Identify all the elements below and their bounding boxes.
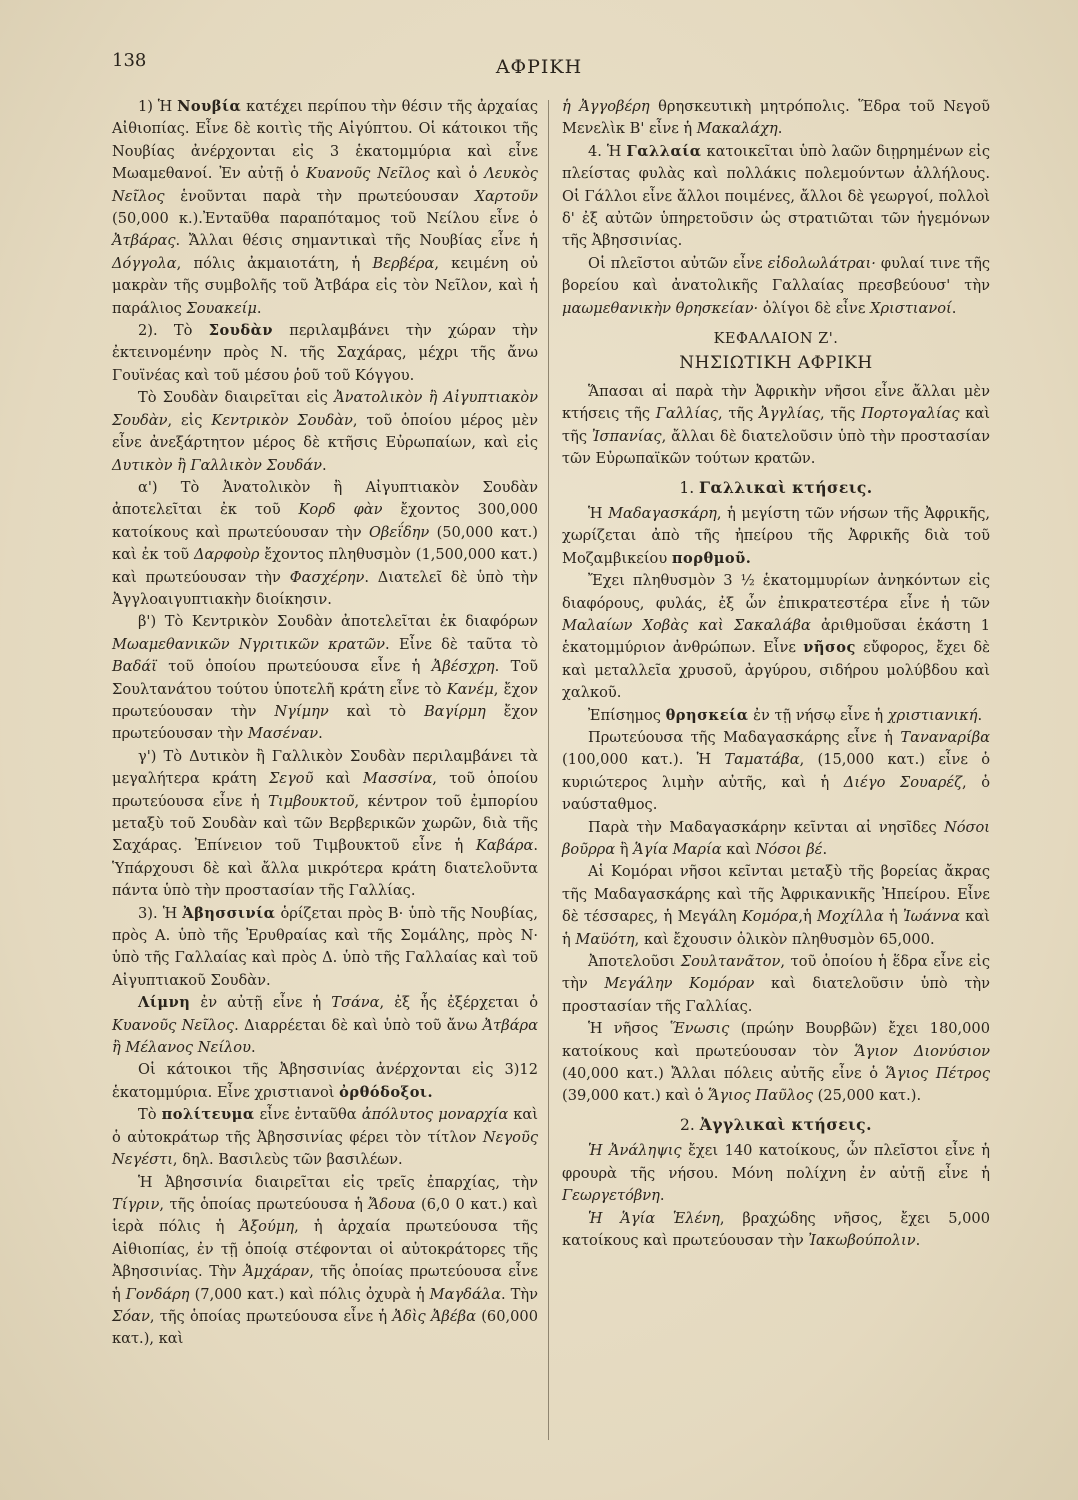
italic-term: Νόσοι βοῦρρα (562, 818, 990, 858)
paragraph-madagascar (562, 503, 990, 570)
paragraph-ascension (562, 1140, 990, 1207)
bold-term: θρησκεία (665, 706, 749, 724)
text-run: . (318, 725, 323, 743)
text-run: . (822, 841, 828, 858)
italic-term: Ἅγιος Παῦλος (708, 1087, 814, 1105)
paragraph-reunion (562, 1018, 990, 1108)
paragraph-sudan-west (112, 746, 538, 903)
italic-term: Ταματάβα (724, 751, 800, 769)
text-run: , ἔχον πρωτεύουσαν τὴν (112, 680, 538, 720)
italic-term: Ἄδουα (368, 1195, 416, 1213)
italic-term: Καβάρα (475, 837, 534, 855)
text-run: , τοῦ ὁποίου μέρος μὲν εἶνε ἀνεξάρτητον μέρος δὲ κτῆσις Εὐρωπαίων, καὶ εἰς (112, 411, 538, 452)
text-run: ΚΕΦΑΛΑΙΟΝ Ζ'. (713, 331, 839, 348)
text-run: . (915, 1231, 921, 1249)
italic-term: Σουλτανᾶτον (680, 953, 781, 971)
italic-term: Νγίμην (274, 702, 329, 720)
italic-term: ἡ Ἀγγοβέρη (562, 98, 650, 115)
paragraph-comoros (562, 861, 990, 951)
text-run: κατέχει περίπου τὴν θέσιν τῆς ἀρχαίας Αἰθιοπίας. Εἶνε δὲ κοιτὶς τῆς Αἰγύπτου. Οἱ κάτοικοι τῆς Νουβίας ἀνέρχονται εἰς 3 ἑκατομμύρια καὶ εἶνε Μωαμεθανοί. Ἐν αὐτῇ ὁ (112, 98, 538, 183)
italic-term: Τίγριν (112, 1195, 160, 1213)
italic-term: Πορτογαλίας (861, 405, 960, 423)
page-number: 138 (112, 50, 147, 71)
italic-term: Μασέναν (247, 725, 319, 743)
paragraph-abyssinia-cont (562, 96, 990, 141)
bold-term: Νουβία (177, 98, 242, 115)
text-run: 4. Ἡ (588, 142, 627, 160)
italic-term: Ἀτβάρα ἢ Μέλανος Νείλου (112, 1016, 538, 1057)
paragraph-madagascar-pop (562, 570, 990, 704)
italic-term: Ἀγγλίας (759, 405, 821, 423)
italic-term: Κομόρα (741, 908, 799, 926)
text-run: . (250, 1039, 256, 1057)
italic-term: Ἀξούμη (239, 1218, 295, 1236)
text-run: , ἄλλαι δὲ διατελοῦσιν ὑπὸ τὴν προστασίαν τῶν Εὐρωπαϊκῶν τούτων κρατῶν. (562, 427, 990, 468)
text-run: , τῆς ὁποίας πρωτεύουσα ἡ (159, 1195, 369, 1213)
text-run: 3). Ἡ (138, 904, 183, 922)
text-run: (πρώην Βουρβῶν) ἔχει 180,000 κατοίκους καὶ πρωτεύουσαν τὸν (562, 1020, 991, 1060)
italic-term: Ἀνατολικὸν ἢ Αἰγυπτιακὸν Σουδὰν (112, 389, 538, 429)
paragraph-abyssinia (112, 903, 538, 993)
text-run: (40,000 κατ.) Ἄλλαι πόλεις αὐτῆς εἶνε ὁ (562, 1065, 886, 1083)
text-run: εὔφορος, ἔχει δὲ καὶ μεταλλεῖα χρυσοῦ, ἀργύρου, σιδήρου μολύβδου καὶ χαλκοῦ. (562, 639, 991, 702)
text-run: , δηλ. Βασιλεὺς τῶν βασιλέων. (172, 1151, 403, 1169)
italic-term: Κορδ φὰν (298, 501, 383, 519)
paragraph-sudan-division (112, 387, 538, 477)
italic-term: Ἰωάννα (903, 908, 960, 926)
text-run: . (322, 456, 327, 474)
bold-term: Λίμνη (138, 994, 191, 1012)
text-run: κατοικεῖται ὑπὸ λαῶν διῃρημένων εἰς πλείστας φυλὰς καὶ πολλάκις πολεμούντων ἀλλήλους. Οἱ Γάλλοι εἶνε ἄλλοι ποιμένες, ἄλλοι δὲ γεωργοί, πολλοὶ δ' ἐξ αὐτῶν ὑπηρετοῦσιν ὡς στρατιῶται τῶν ἡγεμόνων τῆς Ἀβησσινίας. (562, 142, 990, 250)
italic-term: Ἰσπανίας (591, 427, 662, 445)
text-run: , ἡ μεγίστη τῶν νήσων τῆς Ἀφρικῆς, χωρίζεται ἀπὸ τῆς ἠπείρου τῆς Ἀφρικῆς διὰ τοῦ Μοζαμβικείου (562, 504, 991, 567)
text-run: Ἡ νῆσος (588, 1020, 670, 1038)
text-run: . (659, 1187, 665, 1205)
text-run: καὶ ὁ (429, 165, 485, 183)
right-column (562, 96, 990, 1252)
text-run: Τὸ (138, 1106, 162, 1124)
paragraph-abyssinia-government (112, 1104, 538, 1171)
text-run: . Διαρρέεται δὲ καὶ ὑπὸ τοῦ ἄνω (234, 1016, 483, 1034)
italic-term: Βαδάϊ (112, 658, 157, 676)
italic-term: Τιμβουκτοῦ (268, 792, 355, 810)
italic-term: Μαλαίων Χοβὰς καὶ Σακαλάβα (562, 616, 811, 634)
text-run: (39,000 κατ.) καὶ ὁ (562, 1087, 709, 1105)
italic-term: μοναρχία (438, 1106, 509, 1124)
text-run: . Ὑπάρχουσι δὲ καὶ ἄλλα μικρότερα κράτη διατελοῦντα πάντα ὑπὸ τὴν προστασίαν τῆς Γαλλίας. (112, 837, 538, 900)
text-run: α') Τὸ Ἀνατολικὸν ἢ Αἰγυπτιακὸν Σουδὰν ἀποτελεῖται ἐκ τοῦ (112, 478, 538, 519)
paragraph-madagascar-capital (562, 727, 990, 817)
text-run: Τὸ Σουδὰν διαιρεῖται εἰς (138, 389, 335, 407)
text-run: (50,000 κατ.) καὶ ἐκ τοῦ (112, 523, 538, 564)
running-title: ΑΦΡΙΚΗ (495, 56, 583, 78)
text-run: (60,000 κατ.), καὶ (112, 1307, 538, 1348)
text-run: ΝΗΣΙΩΤΙΚΗ ΑΦΡΙΚΗ (679, 353, 873, 374)
text-run: Μεγάλη (677, 908, 742, 926)
paragraph-abyssinia-lake (112, 992, 538, 1059)
text-run: , τῆς ὁποίας πρωτεύουσα εἶνε ἡ (112, 1263, 538, 1303)
text-run: , τοῦ ὁποίου ἡ ἕδρα εἶνε εἰς τὴν (562, 953, 990, 993)
italic-term: Γαλλίας (655, 405, 718, 423)
text-run: , βραχώδης νῆσος, ἔχει 5,000 κατοίκους καὶ πρωτεύουσαν τὴν (562, 1209, 990, 1249)
italic-term: Ἡ Ἀνάληψις (588, 1142, 682, 1160)
text-run: 2. (679, 1115, 700, 1134)
text-run: γ') Τὸ Δυτικὸν ἢ Γαλλικὸν Σουδὰν περιλαμβάνει τὰ μεγαλήτερα κράτη (112, 747, 538, 788)
bold-term: πολίτευμα (161, 1106, 255, 1124)
italic-term: Μασσίνα (363, 770, 433, 788)
text-run: , εἰς (167, 411, 212, 429)
italic-term: Ἁγία Μαρία (633, 841, 722, 858)
italic-term: Μακαλάχη (696, 120, 778, 138)
italic-term: Μαγδάλα (429, 1285, 501, 1303)
paragraph-st-helena (562, 1208, 990, 1253)
italic-term: Ἀμχάραν (243, 1263, 310, 1281)
bold-term: Γαλλαία (626, 142, 702, 160)
text-run: ἔχοντος 300,000 κατοίκους καὶ πρωτεύουσαν τὴν (112, 501, 539, 541)
paragraph-english-heading (562, 1114, 990, 1136)
italic-term: Δαρφοὺρ (194, 546, 260, 564)
text-run: , (15,000 κατ.) εἶνε ὁ κυριώτερος λιμὴν αὐτῆς, καὶ ἡ (562, 751, 990, 791)
text-run: (25,000 κατ.). (813, 1087, 922, 1105)
italic-term: Ἅγιον Διονύσιον (854, 1042, 991, 1060)
text-run: φυλαί τινε τῆς βορείου καὶ ἀνατολικῆς Γαλλαίας πρεσβεύουσ' τὴν (562, 254, 990, 295)
italic-term: Λευκὸς Νεῖλος (112, 165, 538, 205)
text-run: ἡ (883, 908, 904, 926)
text-run: Ἀποτελοῦσι (588, 953, 681, 971)
text-run: . Εἶνε δὲ ταῦτα τὸ (385, 635, 538, 653)
text-run: . (951, 299, 957, 317)
text-run: 1) Ἡ (138, 98, 178, 115)
bold-term: νῆσος (803, 639, 856, 657)
bold-term: Ἀβησσινία (182, 904, 276, 922)
text-run: ἔχοντος πληθυσμὸν (1,500,000 κατ.) καὶ πρωτεύουσαν τὴν (112, 546, 538, 586)
bold-term: ὀρθόδοξοι. (339, 1083, 434, 1101)
paragraph-french-heading (562, 477, 990, 499)
italic-term: Μαϋότη (575, 930, 635, 948)
text-run: Αἱ Κομόραι νῆσοι κεῖνται μεταξὺ τῆς βορείας ἄκρας τῆς Μαδαγασκάρης καὶ τῆς Ἀφρικανικῆς Ἠπείρου. Εἶνε δὲ τέσσαρες, ἡ (562, 863, 990, 926)
text-run: Ἐπίσημος (588, 706, 666, 724)
text-run: καὶ (721, 841, 756, 858)
italic-term: Ἕνωσις (669, 1020, 730, 1038)
paragraph-islands-intro (562, 381, 990, 471)
text-run: (6,0 0 κατ.) καὶ ἱερὰ πόλις ἡ (112, 1195, 538, 1236)
text-run: Ἡ (588, 504, 609, 522)
text-run: ἐν αὐτῇ εἶνε ἡ (190, 994, 332, 1012)
italic-term: ἀπόλυτος (361, 1106, 434, 1124)
bold-term: Ἀγγλικαὶ κτήσεις. (699, 1114, 873, 1134)
text-run: ἐν τῇ νήσῳ εἶνε ἡ (748, 706, 888, 724)
italic-term: Βαγίρμη (423, 702, 486, 720)
text-run: εἶνε ἐνταῦθα (254, 1106, 362, 1124)
text-run: Ἅπασαι αἱ παρὰ τὴν Ἀφρικὴν νῆσοι εἶνε ἄλλαι μὲν κτήσεις τῆς (562, 382, 990, 423)
text-run: , κέντρον τοῦ ἐμπορίου μεταξὺ τοῦ Σουδὰν καὶ τῶν Βερβερικῶν χωρῶν, διὰ τῆς Σαχάρας. Ἐπίνειον τοῦ Τιμβουκτοῦ εἶνε ἡ (112, 792, 538, 855)
italic-term: Φασχέρην (289, 568, 365, 586)
italic-term: Ἀτβάρας (112, 232, 176, 250)
text-run: ἢ (615, 841, 634, 858)
text-run: ἔχει 140 κατοίκους, ὧν πλεῖστοι εἶνε ἡ φρουρὰ τῆς νήσου. Μόνη πολίχνη ἐν αὐτῇ εἶνε ἡ (562, 1142, 990, 1182)
text-run: ἑνοῦνται παρὰ τὴν πρωτεύουσαν (164, 187, 475, 205)
italic-term: Γονδάρη (125, 1285, 190, 1303)
paragraph-gallaia (562, 141, 990, 253)
text-run: , τῆς ὁποίας πρωτεύουσα εἶνε ἡ (149, 1307, 393, 1325)
paragraph-abyssinia-people (112, 1059, 538, 1104)
text-run: . Τοῦ Σουλτανάτου τούτου ὑποτελῆ κράτη εἶνε τὸ (112, 658, 538, 698)
italic-term: Δυτικὸν ἢ Γαλλικὸν Σουδάν (112, 456, 323, 474)
italic-term: Νεγοῦς Νεγέστι (112, 1128, 538, 1169)
italic-term: Γεωργετόβνη (562, 1187, 660, 1205)
text-run: . Τὴν (500, 1285, 538, 1303)
italic-term: Κυανοῦς Νεῖλος (305, 165, 430, 183)
paragraph-madagascar-islets (562, 817, 990, 862)
text-run: Πρωτεύουσα τῆς Μαδαγασκάρης εἶνε ἡ (588, 728, 901, 746)
italic-term: μαωμεθανικὴν θρησκείαν· (562, 299, 759, 317)
text-run: ὁρίζεται πρὸς Β· ὑπὸ τῆς Νουβίας, πρὸς Α. ὑπὸ τῆς Ἐρυθραίας καὶ τῆς Σομάλης, πρὸς Ν· ὑπὸ τῆς Γαλλαίας καὶ πρὸς Δ. ὑπὸ τῆς Γαλλαίας καὶ τοῦ Αἰγυπτιακοῦ Σουδὰν. (112, 904, 538, 989)
text-run: β') Τὸ Κεντρικὸν Σουδὰν ἀποτελεῖται ἐκ διαφόρων (138, 613, 538, 631)
text-run: Ἡ Ἀβησσινία διαιρεῖται εἰς τρεῖς ἐπαρχίας, τὴν (138, 1173, 538, 1191)
italic-term: Βερβέρα (372, 254, 435, 272)
text-run: , καὶ ἔχουσιν ὁλικὸν πληθυσμὸν 65,000. (634, 930, 935, 948)
italic-term: Διέγο Σουαρέζ (843, 773, 963, 791)
text-run: , ἐξ ἧς ἐξέρχεται ὁ (379, 994, 538, 1012)
text-run: ἔχον πρωτεύουσαν τὴν (112, 702, 538, 743)
bold-term: πορθμοῦ. (671, 549, 752, 567)
paragraph-nubia (112, 96, 538, 320)
text-run: θρησκευτικὴ μητρόπολις. Ἕδρα τοῦ Νεγοῦ Μενελὶκ Β' εἶνε ἡ (562, 98, 990, 138)
text-run: καὶ τῆς (562, 405, 990, 445)
text-run: (7,000 κατ.) καὶ πόλις ὀχυρὰ ἡ (189, 1285, 430, 1303)
italic-term: Μωαμεθανικῶν Νγριτικῶν κρατῶν (112, 635, 386, 653)
italic-term: Ἰακωβούπολιν (808, 1231, 916, 1249)
paragraph-sudan-east (112, 477, 538, 611)
italic-term: Νόσοι βέ (755, 841, 823, 858)
text-run: Οἱ πλεῖστοι αὐτῶν εἶνε (588, 254, 768, 272)
italic-term: Σεγοῦ (268, 770, 314, 788)
text-run: , ὁ ναύσταθμος. (562, 773, 990, 814)
text-run: (100,000 κατ.). Ἡ (562, 751, 725, 769)
text-run: Οἱ κάτοικοι τῆς Ἀβησσινίας ἀνέρχονται εἰς 3)12 ἑκατομμύρια. Εἶνε χριστιανοὶ (112, 1061, 538, 1101)
text-run: . (777, 120, 783, 138)
italic-term: Κεντρικὸν Σουδὰν (211, 411, 353, 429)
italic-term: Μεγάλην Κομόραν (604, 975, 755, 993)
text-run: τοῦ ὁποίου πρωτεύουσα εἶνε ἡ (156, 658, 432, 676)
text-run: (50,000 κ.).Ἐνταῦθα παραπόταμος τοῦ Νείλου εἶνε ὁ (112, 210, 538, 228)
text-run: , κειμένη οὐ μακρὰν τῆς συμβολῆς τοῦ Ἀτβάρα εἰς τὸν Νεῖλον, καὶ ἡ παράλιος (112, 254, 539, 317)
italic-term: Τσάνα (331, 994, 380, 1012)
text-run: περιλαμβάνει τὴν χώραν τὴν ἐκτεινομένην πρὸς Ν. τῆς Σαχάρας, μέχρι τῆς ἄνω Γουϊνέας καὶ τοῦ μέσου ῥοῦ τοῦ Κόγγου. (112, 322, 538, 384)
italic-term: Χαρτοῦν (474, 187, 538, 205)
text-run: , τοῦ ὁποίου πρωτεύουσα εἶνε ἡ (112, 770, 538, 810)
italic-term: εἰδολωλάτραι· (767, 254, 876, 272)
bold-term: Σουδὰν (208, 322, 273, 340)
paragraph-gallaia-religion (562, 253, 990, 320)
text-run: . (256, 299, 262, 317)
italic-term: Δόγγολα (112, 254, 177, 272)
text-run: , ἡ ἀρχαία πρωτεύουσα τῆς Αἰθιοπίας, ἐν τῇ ὁποίᾳ στέφονται οἱ αὐτοκράτορες τῆς Ἀβησσινίας. Τὴν (112, 1218, 538, 1281)
text-run: ἀριθμοῦσαι ἑκάστη 1 ἑκατομμύριον ἀνθρώπων. Εἶνε (562, 616, 990, 657)
italic-term: Ἅγιος Πέτρος (885, 1065, 990, 1083)
text-run: . Ἄλλαι θέσις σημαντικαὶ τῆς Νουβίας εἶνε ἡ (175, 232, 538, 250)
text-run: καὶ ἡ (562, 908, 990, 948)
italic-term: Ταναναρίβα (900, 728, 990, 746)
text-run: 1. (679, 478, 700, 497)
italic-term: Κυανοῦς Νεῖλος (112, 1016, 235, 1034)
italic-term: Ἀδὶς Ἀβέβα (392, 1307, 476, 1325)
text-run: . (977, 706, 983, 724)
text-run: καὶ (313, 770, 364, 788)
paragraph-chapter-label (562, 328, 990, 350)
paragraph-abyssinia-provinces (112, 1172, 538, 1351)
italic-term: Μαδαγασκάρη (608, 504, 717, 522)
text-run: . Διατελεῖ δὲ ὑπὸ τὴν Ἀγγλοαιγυπτιακὴν διοίκησιν. (112, 568, 538, 608)
text-run: , τῆς (717, 405, 760, 423)
text-run: 2). Τὸ (138, 322, 209, 340)
text-run: Παρὰ τὴν Μαδαγασκάρην κεῖνται αἱ νησῖδες (588, 818, 944, 836)
paragraph-madagascar-religion (562, 705, 990, 727)
bold-term: Γαλλικαὶ κτήσεις. (699, 477, 873, 497)
italic-term: Χριστιανοί (870, 299, 952, 317)
italic-term: χριστιανική (887, 706, 978, 724)
text-run: ὀλίγοι δὲ εἶνε (758, 299, 871, 317)
paragraph-sudan (112, 320, 538, 387)
column-divider (548, 100, 549, 1440)
text-run: , πόλις ἀκμαιοτάτη, ἡ (176, 254, 373, 272)
text-run: καὶ τὸ (328, 702, 424, 720)
italic-term: Μοχίλλα (817, 908, 884, 926)
text-run: , τῆς (820, 405, 862, 423)
paragraph-comoros-sultanate (562, 951, 990, 1018)
paragraph-chapter-title (562, 352, 990, 374)
text-run: Ἔχει πληθυσμὸν 3 ½ ἑκατομμυρίων ἀνηκόντων εἰς διαφόρους, φυλάς, ἐξ ὧν ἐπικρατεστέρα εἶνε ἡ τῶν (562, 572, 990, 612)
italic-term: Ἡ Ἁγία Ἑλένη (588, 1209, 720, 1227)
text-run: ,ἡ (798, 908, 818, 926)
left-column (112, 96, 538, 1351)
italic-term: Σουακείμ (186, 299, 257, 317)
paragraph-sudan-central (112, 611, 538, 745)
italic-term: Οβεΐδην (368, 523, 430, 541)
italic-term: Κανέμ (446, 680, 494, 698)
text-run: καὶ ὁ αὐτοκράτωρ τῆς Ἀβησσινίας φέρει τὸν τίτλον (112, 1106, 538, 1146)
italic-term: Ἀβέσχρη (431, 658, 495, 676)
italic-term: Σόαν (112, 1307, 150, 1325)
text-run: καὶ διατελοῦσιν ὑπὸ τὴν προστασίαν τῆς Γαλλίας. (562, 975, 991, 1015)
